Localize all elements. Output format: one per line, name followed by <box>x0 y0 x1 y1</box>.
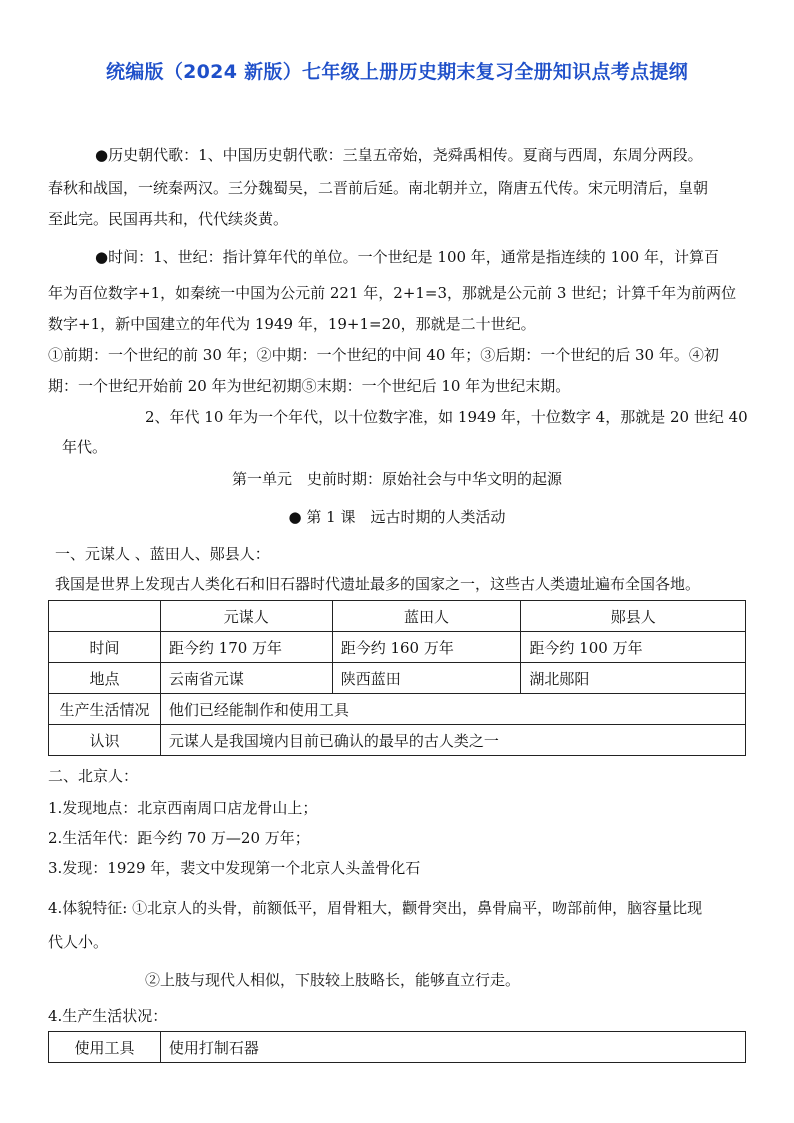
peking-item-2: 2.生活年代：距今约 70 万—20 万年； <box>48 829 310 847</box>
table-cell: 云南省元谋 <box>160 663 332 694</box>
row-label: 地点 <box>49 663 161 694</box>
row-label: 认识 <box>49 725 161 756</box>
table-row <box>49 632 746 663</box>
section-1-intro: 我国是世界上发现古人类化石和旧石器时代遗址最多的国家之一，这些古人类遗址遍布全国各地。 <box>55 575 701 593</box>
table-cell: 距今约 160 万年 <box>332 632 521 663</box>
period-line-1: ①前期：一个世纪的前 30 年；②中期：一个世纪的中间 40 年；③后期：一个世纪的后 30 年。④初 <box>48 346 719 364</box>
decade-line-1: 2、年代 10 年为一个年代，以十位数字准，如 1949 年，十位数字 4，那就是 20 世纪 40 <box>145 408 748 426</box>
peking-item-4-line-1: 4.体貌特征: ①北京人的头骨，前额低平，眉骨粗大，颧骨突出，鼻骨扁平，吻部前伸，脑容量比现 <box>48 899 703 917</box>
dynasty-song-line-3: 至此完。民国再共和，代代续炎黄。 <box>48 210 289 228</box>
century-line-3: 数字+1，新中国建立的年代为 1949 年，19+1=20，那就是二十世纪。 <box>48 315 536 333</box>
section-1-heading: 一、元谋人 、蓝田人、郧县人： <box>55 545 270 563</box>
table-cell: 距今约 170 万年 <box>160 632 332 663</box>
lesson-title: ● 第 1 课 远古时期的人类活动 <box>288 508 506 526</box>
dynasty-song-line-1: ●历史朝代歌：1、中国历史朝代歌：三皇五帝始，尧舜禹相传。夏商与西周，东周分两段。 <box>95 146 703 164</box>
row-label: 使用工具 <box>49 1032 161 1063</box>
peking-item-3: 3.发现：1929 年，裴文中发现第一个北京人头盖骨化石 <box>48 859 421 877</box>
period-line-2: 期：一个世纪开始前 20 年为世纪初期⑤末期：一个世纪后 10 年为世纪末期。 <box>48 377 571 395</box>
section-2-heading: 二、北京人： <box>48 767 139 785</box>
table-cell: 湖北郧阳 <box>521 663 746 694</box>
table-cell: 使用打制石器 <box>160 1032 745 1063</box>
century-line-2: 年为百位数字+1，如秦统一中国为公元前 221 年，2+1=3，那就是公元前 3 世纪；计算千年为前两位 <box>48 284 737 302</box>
table-row <box>49 694 746 725</box>
ancient-humans-table <box>48 600 746 756</box>
table-row <box>49 725 746 756</box>
table-header-cell: 元谋人 <box>160 601 332 632</box>
peking-item-4-line-3: ②上肢与现代人相似，下肢较上肢略长，能够直立行走。 <box>145 971 521 989</box>
table-cell: 陕西蓝田 <box>332 663 521 694</box>
row-label: 时间 <box>49 632 161 663</box>
document-title: 统编版（2024 新版）七年级上册历史期末复习全册知识点考点提纲 <box>105 61 689 83</box>
peking-item-4-line-2: 代人小。 <box>48 933 109 951</box>
table-row <box>49 1032 746 1063</box>
century-line-1: ●时间：1、世纪：指计算年代的单位。一个世纪是 100 年，通常是指连续的 100 年，计算百 <box>95 248 719 266</box>
decade-line-2: 年代。 <box>62 438 108 456</box>
peking-item-1: 1.发现地点：北京西南周口店龙骨山上； <box>48 799 318 817</box>
table-header-row <box>49 601 746 632</box>
dynasty-song-line-2: 春秋和战国，一统秦两汉。三分魏蜀吴，二晋前后延。南北朝并立，隋唐五代传。宋元明清后，皇朝 <box>48 179 709 197</box>
table-cell: 元谋人是我国境内目前已确认的最早的古人类之一 <box>160 725 745 756</box>
table-row <box>49 663 746 694</box>
table-header-cell: 郧县人 <box>521 601 746 632</box>
table-cell: 他们已经能制作和使用工具 <box>160 694 745 725</box>
row-label: 生产生活情况 <box>49 694 161 725</box>
peking-item-5: 4.生产生活状况： <box>48 1007 168 1025</box>
unit-title: 第一单元 史前时期：原始社会与中华文明的起源 <box>231 470 562 488</box>
table-header-cell <box>49 601 161 632</box>
table-header-cell: 蓝田人 <box>332 601 521 632</box>
peking-life-table <box>48 1031 746 1063</box>
table-cell: 距今约 100 万年 <box>521 632 746 663</box>
